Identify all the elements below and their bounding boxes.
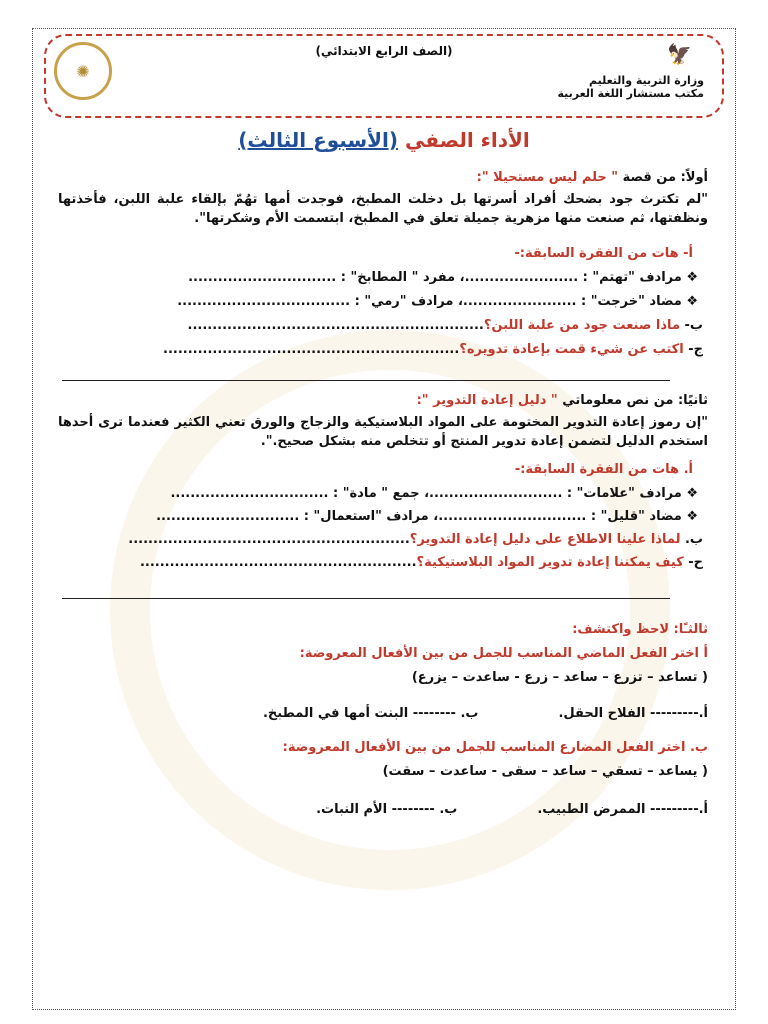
office-name: مكتب مستشار اللغة العربية (557, 87, 704, 100)
qc2-text: كيف يمكننا إعادة تدوير المواد البلاستيكية؟ (416, 555, 684, 570)
qc-label: ج- (683, 342, 703, 357)
section1-story: " حلم ليس مستحيلا ": (476, 170, 619, 185)
ministry-seal-logo: ✺ (54, 42, 112, 100)
qb2-dots: ......................................................... (128, 532, 410, 547)
qb-sentence-2: ب. -------- الأم النبات. (316, 802, 458, 817)
qc-text: اكتب عن شيء قمت بإعادة تدويره؟ (459, 342, 684, 357)
header-box (44, 34, 724, 118)
qa-sentence-2: ب. -------- البنت أمها في المطبخ. (262, 706, 479, 721)
section2-line1: ❖ مرادف "علامات" : ...........................، جمع " مادة" : ................................ (170, 486, 698, 501)
section3-qa-sentences (48, 706, 708, 721)
page-title (0, 128, 768, 152)
ministry-name: وزارة التربية والتعليم (589, 74, 704, 87)
section2-paragraph: "إن رموز إعادة التدوير المختومة على المواد البلاستيكية والزجاج والورق تعني الكثير فعندما ترى أحدها استخدم الدليل لتضمن إعادة تدوير المنتج أو تتخلص منه بشكل صحيح.". (58, 415, 708, 449)
qb2-text: لماذا علينا الاطلاع على دليل إعادة التدوير؟ (409, 532, 681, 547)
title-week: (الأسبوع الثالث) (238, 128, 399, 152)
qc-dots: ............................................................ (163, 342, 460, 357)
section1-prefix: أولاً: من قصة (618, 170, 708, 185)
section2-qb (128, 532, 703, 547)
section3-qb-sentences (48, 802, 708, 817)
section1-qb (188, 318, 703, 333)
qb2-label: ب. (680, 532, 703, 547)
grade-label: (الصف الرابع الابتدائي) (315, 44, 453, 58)
section1-qc (163, 342, 703, 357)
section2-heading (417, 393, 708, 408)
section3-qa-title: أ اختر الفعل الماضي المناسب للجمل من بين الأفعال المعروضة: (299, 646, 708, 661)
qc2-dots: ........................................................ (139, 555, 417, 570)
qa-sentence-1: أ.--------- الفلاح الحقل. (558, 706, 708, 721)
divider-1 (62, 380, 670, 381)
qc2-label: ح- (683, 555, 703, 570)
qb-text: ماذا صنعت جود من علبة اللبن؟ (483, 318, 680, 333)
section3-qa-options: ( تساعد – تزرع – ساعد – زرع - ساعدت – يزرع) (411, 670, 708, 685)
section1-line2: ❖ مضاد "خرجت" : .......................، مرادف "رمي" : ................................... (177, 294, 698, 309)
section2-prefix: ثانيًا: من نص معلوماتي (557, 393, 708, 408)
section3-heading: ثالثـًا: لاحظ واكتشف: (572, 622, 708, 637)
section1-heading (477, 170, 708, 185)
section1-paragraph: "لم تكترث جود بضحك أفراد أسرتها بل دخلت المطبخ، فوجدت أمها تهُمّ بإلقاء علبة اللبن، فأخذتها ونظفتها، ثم صنعت منها مزهرية جميلة تعلق في المطبخ، ابتسمت الأم وشكرتها". (58, 192, 708, 226)
ministry-block (558, 74, 705, 100)
section1-qa: أ- هات من الفقرة السابقة:- (514, 246, 693, 261)
section1-line1: ❖ مرادف "تهتم" : .......................، مفرد " المطابخ" : .............................. (188, 270, 698, 285)
section2-line2: ❖ مضاد "قليل" : ..............................، مرادف "استعمال" : ............................. (156, 509, 698, 524)
title-main: الأداء الصفي (398, 128, 530, 152)
section2-qa: أ. هات من الفقرة السابقة:- (514, 462, 693, 477)
qb-dots: ............................................................ (187, 318, 484, 333)
eagle-emblem-icon: 🦅 (667, 42, 692, 66)
qb-label: ب- (680, 318, 703, 333)
section3-qb-title: ب. اختر الفعل المضارع المناسب للجمل من بين الأفعال المعروضة: (282, 740, 708, 755)
divider-2 (62, 598, 670, 599)
qb-sentence-1: أ.--------- الممرض الطبيب. (537, 802, 708, 817)
section3-qb-options: ( يساعد – تسقي – ساعد – سقى - ساعدت – سقت) (382, 764, 708, 779)
section2-qc (140, 555, 703, 570)
section2-text: " دليل إعادة التدوير ": (416, 393, 558, 408)
